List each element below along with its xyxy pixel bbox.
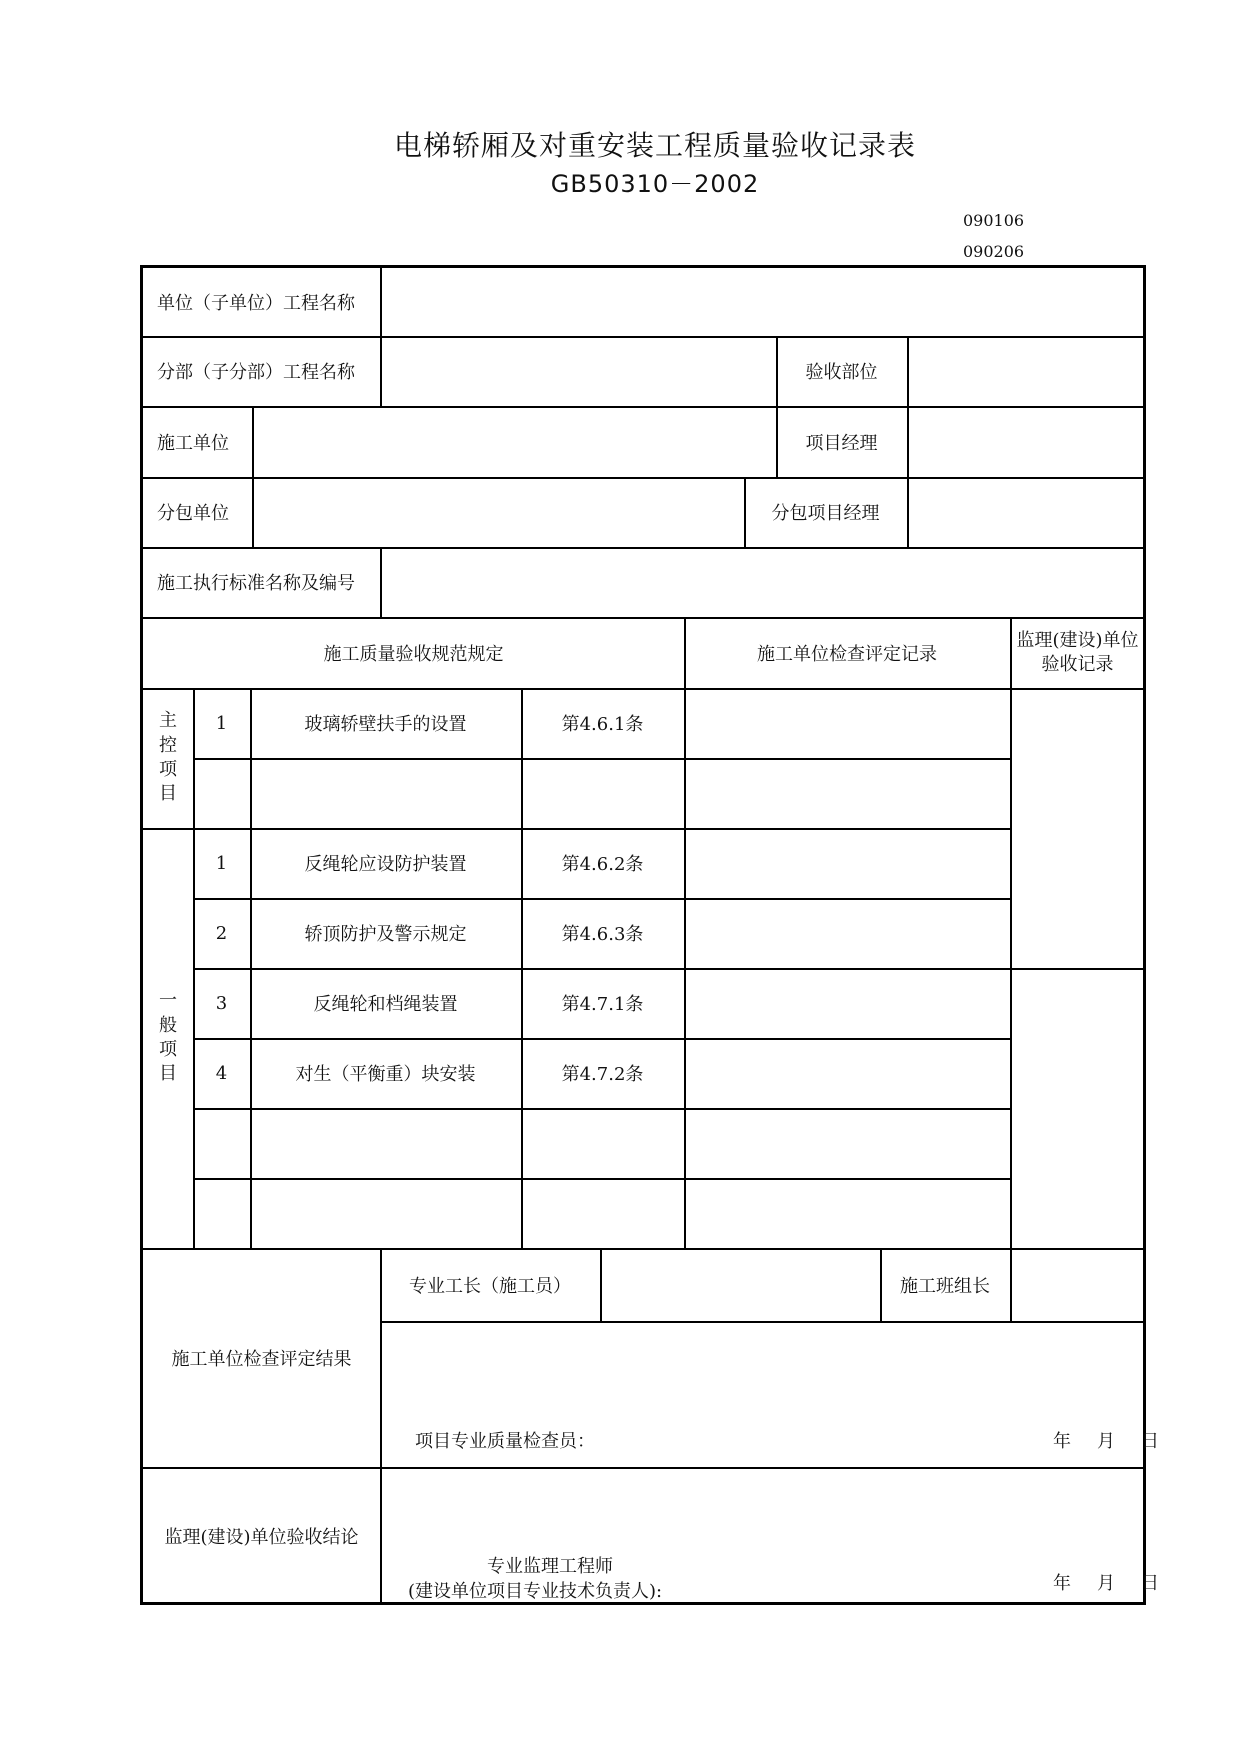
record-table [140, 265, 1163, 1605]
foreman-label: 专业工长（施工员） [409, 1275, 571, 1297]
project-manager-label: 项目经理 [805, 432, 878, 454]
date-label-2: 年 月 日 [1053, 1573, 1163, 1594]
general-item-clause: 第4.7.2条 [561, 1064, 644, 1085]
inspector-label: 项目专业质量检查员： [415, 1431, 595, 1452]
date-label: 年 月 日 [1053, 1431, 1163, 1452]
sub-manager-label: 分包项目经理 [771, 503, 880, 524]
general-item-name: 轿顶防护及警示规定 [304, 924, 467, 945]
general-item-clause: 第4.6.2条 [561, 854, 644, 875]
general-items-label: 一般项目 [159, 990, 177, 1085]
form-code-1: 090106 [963, 211, 1025, 230]
engineer-label: 专业监理工程师 [487, 1556, 613, 1577]
main-item-no: 1 [215, 712, 228, 734]
acceptance-part-label: 验收部位 [805, 362, 878, 383]
col-check-header: 施工单位检查评定记录 [757, 643, 937, 665]
contractor-label: 施工单位 [157, 432, 229, 454]
general-item-no: 3 [215, 992, 228, 1014]
main-items-label: 主控项目 [159, 710, 177, 805]
standard-code: GB50310－2002 [550, 170, 760, 198]
page-title: 电梯轿厢及对重安装工程质量验收记录表 [393, 129, 916, 162]
col-spec-header: 施工质量验收规范规定 [323, 643, 504, 665]
main-item-clause: 第4.6.1条 [561, 714, 644, 735]
engineer-sub-label: (建设单位项目专业技术负责人): [408, 1581, 663, 1602]
general-item-name: 反绳轮应设防护装置 [304, 854, 467, 875]
team-leader-label: 施工班组长 [900, 1275, 990, 1297]
unit-project-label: 单位（子单位）工程名称 [157, 293, 355, 314]
general-item-clause: 第4.6.3条 [561, 924, 644, 945]
general-item-no: 1 [215, 852, 228, 874]
col-supervision-header: 监理(建设)单位验收记录 [1016, 630, 1139, 675]
general-item-name: 对生（平衡重）块安装 [295, 1064, 476, 1085]
general-item-no: 2 [215, 922, 228, 944]
contractor-result-label: 施工单位检查评定结果 [171, 1348, 352, 1370]
general-item-no: 4 [215, 1062, 228, 1084]
supervision-label: 监理(建设)单位验收结论 [164, 1527, 359, 1548]
division-label: 分部（子分部）工程名称 [157, 362, 355, 383]
main-item-name: 玻璃轿壁扶手的设置 [304, 714, 467, 735]
general-item-clause: 第4.7.1条 [561, 994, 644, 1015]
subcontractor-label: 分包单位 [157, 503, 229, 524]
form-code-2: 090206 [963, 242, 1025, 261]
general-item-name: 反绳轮和档绳装置 [313, 994, 458, 1015]
standard-label: 施工执行标准名称及编号 [157, 573, 355, 594]
